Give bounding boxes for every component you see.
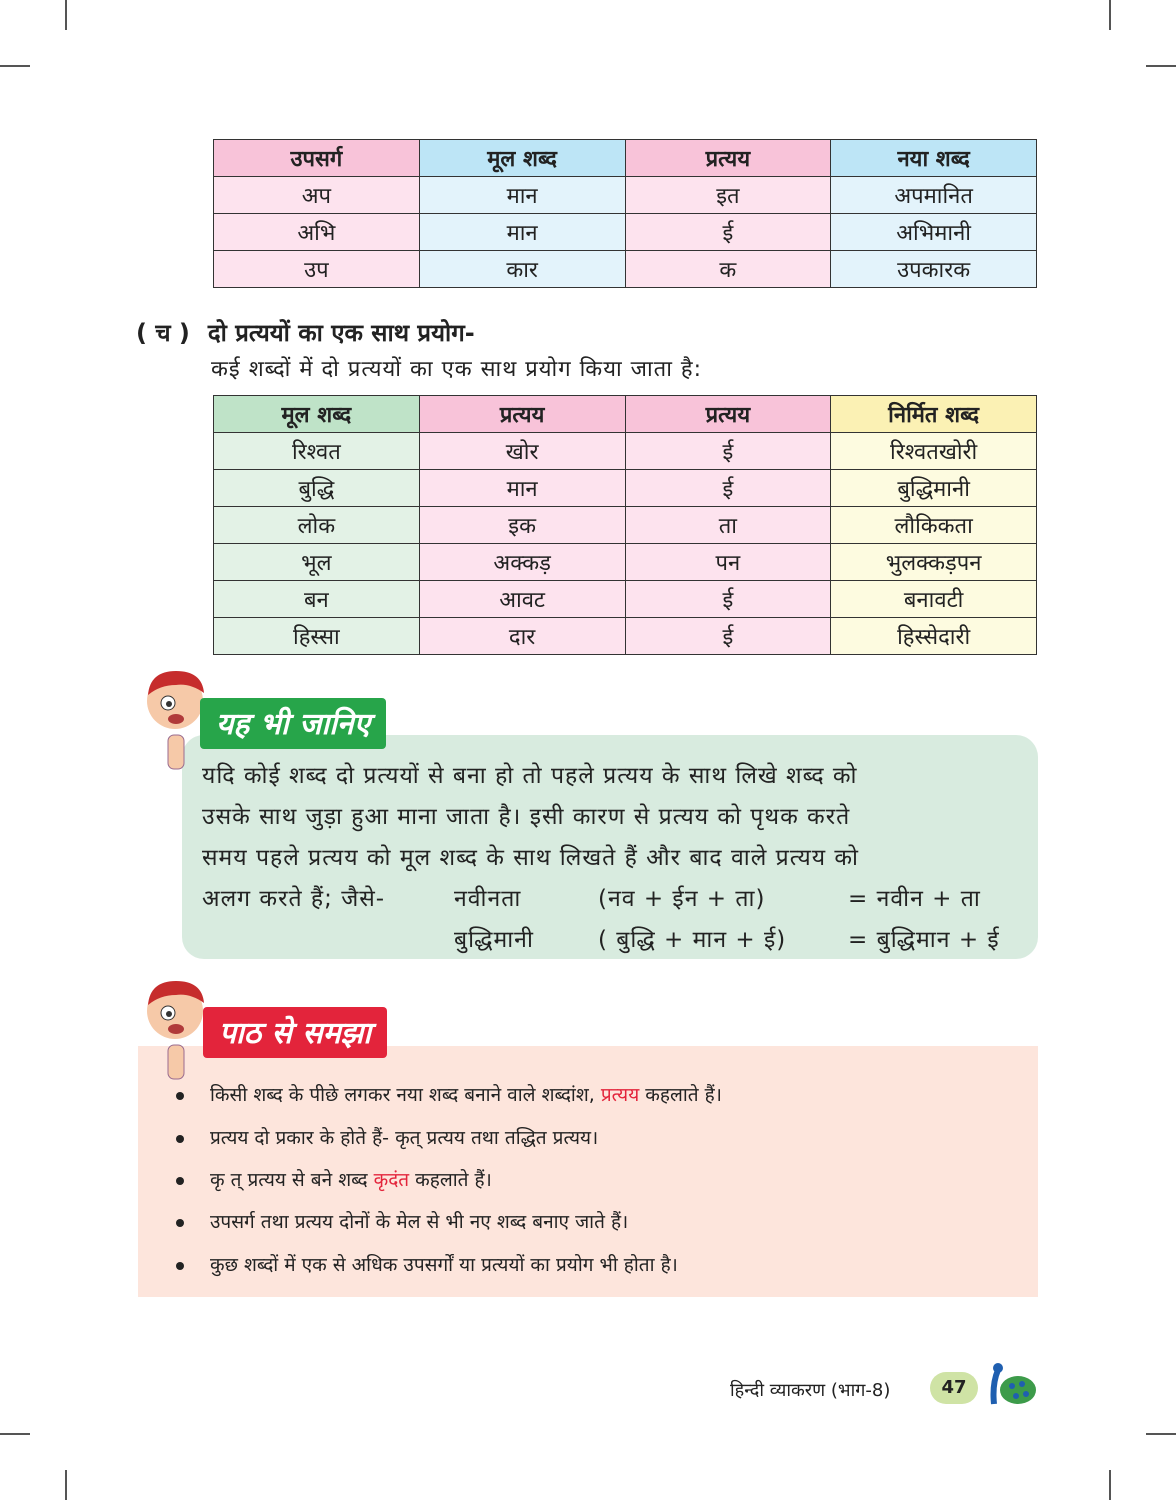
header-cell: प्रत्यय <box>625 396 831 433</box>
header-cell: प्रत्यय <box>419 396 625 433</box>
know-line: उसके साथ जुड़ा हुआ माना जाता है। इसी कारण से प्रत्यय को पृथक करते <box>202 804 851 830</box>
table-cell: क <box>625 251 831 288</box>
table-row <box>214 470 1037 507</box>
header-cell: मूल शब्द <box>214 396 420 433</box>
table-cell: दार <box>419 618 625 655</box>
table-cell: उपकारक <box>831 251 1037 288</box>
prefix-suffix-table <box>213 139 1037 288</box>
bullet-text: कृ त् प्रत्यय से बने शब्द <box>210 1169 368 1191</box>
section-title: दो प्रत्ययों का एक साथ प्रयोग- <box>207 319 475 347</box>
header-cell: मूल शब्द <box>419 140 625 177</box>
table-cell: कार <box>419 251 625 288</box>
table-cell: इत <box>625 177 831 214</box>
table-cell: पन <box>625 544 831 581</box>
table-cell: मान <box>419 470 625 507</box>
table-cell: अभिमानी <box>831 214 1037 251</box>
table-cell: बुद्धिमानी <box>831 470 1037 507</box>
table-cell: अपमानित <box>831 177 1037 214</box>
table-row <box>214 214 1037 251</box>
crop-mark <box>1146 1433 1176 1435</box>
mascot-boy-icon <box>140 975 210 1085</box>
table-cell: अक्कड़ <box>419 544 625 581</box>
example-split: ( बुद्धि + मान + ई) <box>598 927 787 953</box>
table-cell: उप <box>214 251 420 288</box>
table-row <box>214 544 1037 581</box>
table-cell: भूल <box>214 544 420 581</box>
table-cell: आवट <box>419 581 625 618</box>
crop-mark <box>1109 0 1111 30</box>
table-cell: इक <box>419 507 625 544</box>
footer-book-title: हिन्दी व्याकरण (भाग-8) <box>730 1380 891 1401</box>
bullet-text: कहलाते हैं। <box>645 1084 722 1106</box>
table-row <box>214 581 1037 618</box>
table-row <box>214 177 1037 214</box>
table-row <box>214 507 1037 544</box>
table-cell: बनावटी <box>831 581 1037 618</box>
example-result: = नवीन + ता <box>848 886 981 912</box>
table-cell: ई <box>625 470 831 507</box>
header-cell: निर्मित शब्द <box>831 396 1037 433</box>
example-word: नवीनता <box>454 886 522 912</box>
section-label: ( च ) <box>136 319 190 347</box>
table-cell: बुद्धि <box>214 470 420 507</box>
bullet-dot <box>176 1135 184 1143</box>
header-cell: नया शब्द <box>831 140 1037 177</box>
table-cell: मान <box>419 214 625 251</box>
example-result: = बुद्धिमान + ई <box>848 927 1000 953</box>
table-cell: हिस्सा <box>214 618 420 655</box>
bullet-dot <box>176 1262 184 1270</box>
crop-mark <box>0 1433 30 1435</box>
table-cell: ई <box>625 618 831 655</box>
summary-bullet <box>176 1208 628 1234</box>
table-cell: रिश्वत <box>214 433 420 470</box>
table-row <box>214 251 1037 288</box>
section-heading <box>136 316 475 349</box>
double-suffix-table <box>213 395 1037 655</box>
bullet-text: कहलाते हैं। <box>415 1169 492 1191</box>
table-cell: लोक <box>214 507 420 544</box>
bullet-text: कुछ शब्दों में एक से अधिक उपसर्गों या प्रत्ययों का प्रयोग भी होता है। <box>210 1254 678 1276</box>
example-lead: अलग करते हैं; जैसे- <box>202 886 386 912</box>
peacock-icon <box>978 1360 1038 1410</box>
table-cell: मान <box>419 177 625 214</box>
table-header-row <box>214 140 1037 177</box>
table-row <box>214 433 1037 470</box>
table-cell: ई <box>625 581 831 618</box>
header-cell: प्रत्यय <box>625 140 831 177</box>
bullet-highlight: प्रत्यय <box>600 1084 640 1106</box>
crop-mark <box>65 0 67 30</box>
bullet-dot <box>176 1219 184 1227</box>
header-cell: उपसर्ग <box>214 140 420 177</box>
bullet-dot <box>176 1177 184 1185</box>
summary-bullet <box>176 1251 678 1277</box>
table-cell: बन <box>214 581 420 618</box>
table-cell: लौकिकता <box>831 507 1037 544</box>
summary-ribbon: पाठ से समझा <box>203 1007 387 1058</box>
bullet-text: किसी शब्द के पीछे लगकर नया शब्द बनाने वाले शब्दांश, <box>210 1084 595 1106</box>
summary-bullet <box>176 1124 598 1150</box>
crop-mark <box>1146 65 1176 67</box>
summary-bullet <box>176 1081 722 1107</box>
bullet-text: प्रत्यय दो प्रकार के होते हैं- कृत् प्रत्यय तथा तद्धित प्रत्यय। <box>210 1127 599 1149</box>
know-line: समय पहले प्रत्यय को मूल शब्द के साथ लिखते हैं और बाद वाले प्रत्यय को <box>202 845 859 871</box>
bullet-dot <box>176 1092 184 1100</box>
example-word: बुद्धिमानी <box>454 927 534 953</box>
table-cell: खोर <box>419 433 625 470</box>
section-intro: कई शब्दों में दो प्रत्ययों का एक साथ प्रयोग किया जाता है: <box>211 357 702 382</box>
table-cell: हिस्सेदारी <box>831 618 1037 655</box>
bullet-text: उपसर्ग तथा प्रत्यय दोनों के मेल से भी नए शब्द बनाए जाते हैं। <box>210 1211 629 1233</box>
table-cell: रिश्वतखोरी <box>831 433 1037 470</box>
table-cell: अप <box>214 177 420 214</box>
table-cell: भुलक्कड़पन <box>831 544 1037 581</box>
table-cell: ता <box>625 507 831 544</box>
table-cell: अभि <box>214 214 420 251</box>
bullet-highlight: कृदंत <box>373 1169 410 1191</box>
know-box-ribbon: यह भी जानिए <box>200 698 386 749</box>
crop-mark <box>1109 1470 1111 1500</box>
summary-bullet <box>176 1166 492 1192</box>
table-header-row <box>214 396 1037 433</box>
table-row <box>214 618 1037 655</box>
table-cell: ई <box>625 433 831 470</box>
know-line: यदि कोई शब्द दो प्रत्ययों से बना हो तो पहले प्रत्यय के साथ लिखे शब्द को <box>202 763 858 789</box>
table-cell: ई <box>625 214 831 251</box>
crop-mark <box>0 65 30 67</box>
crop-mark <box>65 1470 67 1500</box>
example-split: (नव + ईन + ता) <box>598 886 766 912</box>
page-number: 47 <box>930 1372 978 1404</box>
